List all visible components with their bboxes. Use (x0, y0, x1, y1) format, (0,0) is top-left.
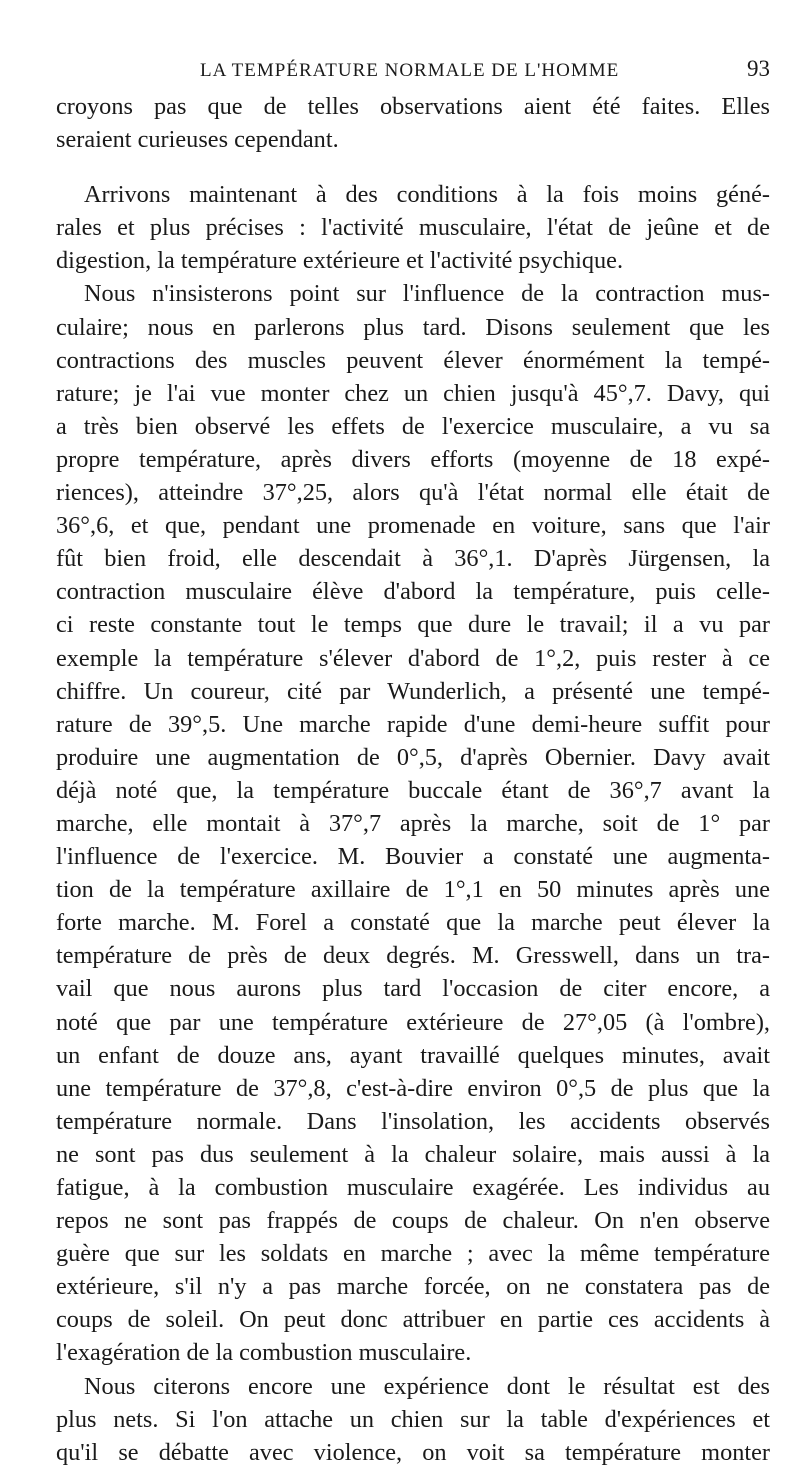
text-line: Nous citerons encore une expérience dont le résultat est des (84, 1372, 770, 1400)
text-line: rature; je l'ai vue monter chez un chien jusqu'à 45°,7. Davy, qui (56, 379, 770, 407)
paragraph-spacer (56, 156, 770, 178)
text-line: chiffre. Un coureur, cité par Wunderlich, a présenté une tempé- (56, 677, 770, 705)
text-line: Arrivons maintenant à des conditions à la fois moins géné- (84, 181, 770, 209)
text-line: un enfant de douze ans, ayant travaillé quelques minutes, avait (56, 1041, 770, 1069)
text-line: fatigue, à la combustion musculaire exagérée. Les individus au (56, 1174, 770, 1201)
text-line: l'influence de l'exercice. M. Bouvier a constaté une augmenta- (56, 843, 770, 871)
text-line: extérieure, s'il n'y a pas marche forcée, on ne constatera pas de (56, 1273, 770, 1301)
page-number: 93 (747, 56, 770, 81)
text-line: déjà noté que, la température buccale étant de 36°,7 avant la (56, 776, 770, 804)
text-line: l'exagération de la combustion musculaire. (56, 1339, 472, 1367)
text-line: 36°,6, et que, pendant une promenade en voiture, sans que l'air (56, 512, 770, 540)
text-line: Nous n'insisterons point sur l'influence de la contraction mus- (84, 280, 770, 308)
text-line: tion de la température axillaire de 1°,1 en 50 minutes après une (56, 876, 770, 904)
text-line: riences), atteindre 37°,25, alors qu'à l'état normal elle était de (56, 479, 770, 507)
text-line: coups de soleil. On peut donc attribuer en partie ces accidents à (56, 1306, 770, 1334)
text-line: digestion, la température extérieure et l'activité psychique. (56, 247, 624, 275)
text-line: plus nets. Si l'on attache un chien sur la table d'expériences et (56, 1405, 770, 1433)
text-line: noté que par une température extérieure de 27°,05 (à l'ombre), (56, 1008, 770, 1036)
text-line: rature de 39°,5. Une marche rapide d'une demi-heure suffit pour (56, 710, 770, 738)
text-line: température de près de deux degrés. M. Gresswell, dans un tra- (56, 942, 770, 970)
text-line: exemple la température s'élever d'abord de 1°,2, puis rester à ce (56, 644, 770, 672)
text-line: contraction musculaire élève d'abord la température, puis celle- (56, 578, 770, 606)
text-line: ci reste constante tout le temps que dure le travail; il a vu par (56, 611, 770, 639)
text-line: guère que sur les soldats en marche ; avec la même température (56, 1240, 770, 1268)
text-line: rales et plus précises : l'activité musculaire, l'état de jeûne et de (56, 214, 770, 242)
running-title: LA TEMPÉRATURE NORMALE DE L'HOMME (200, 60, 620, 81)
text-line: vail que nous aurons plus tard l'occasion de citer encore, a (56, 975, 770, 1003)
text-line: a très bien observé les effets de l'exercice musculaire, a vu sa (56, 412, 770, 440)
running-head (100, 56, 770, 86)
text-line: qu'il se débatte avec violence, on voit sa température monter (56, 1438, 770, 1466)
text-line: une température de 37°,8, c'est-à-dire environ 0°,5 de plus que la (56, 1074, 770, 1102)
text-line: croyons pas que de telles observations aient été faites. Elles (56, 93, 770, 120)
text-line: forte marche. M. Forel a constaté que la marche peut élever la (56, 909, 770, 937)
text-line: seraient curieuses cependant. (56, 126, 339, 154)
text-line: marche, elle montait à 37°,7 après la marche, soit de 1° par (56, 809, 770, 837)
paragraph (56, 277, 770, 1369)
text-line: propre température, après divers efforts (moyenne de 18 expé- (56, 445, 770, 473)
text-line: repos ne sont pas frappés de coups de chaleur. On n'en observe (56, 1207, 770, 1235)
paragraph (56, 90, 770, 156)
text-line: ne sont pas dus seulement à la chaleur solaire, mais aussi à la (56, 1140, 770, 1168)
paragraph (56, 1370, 770, 1469)
text-line: température normale. Dans l'insolation, les accidents observés (56, 1107, 770, 1135)
paragraph (56, 178, 770, 277)
text-line: produire une augmentation de 0°,5, d'après Obernier. Davy avait (56, 743, 770, 771)
text-line: contractions des muscles peuvent élever énormément la tempé- (56, 346, 770, 374)
text-line: culaire; nous en parlerons plus tard. Disons seulement que les (56, 313, 770, 341)
body-text (56, 90, 770, 1469)
text-line: fût bien froid, elle descendait à 36°,1. D'après Jürgensen, la (56, 545, 770, 573)
